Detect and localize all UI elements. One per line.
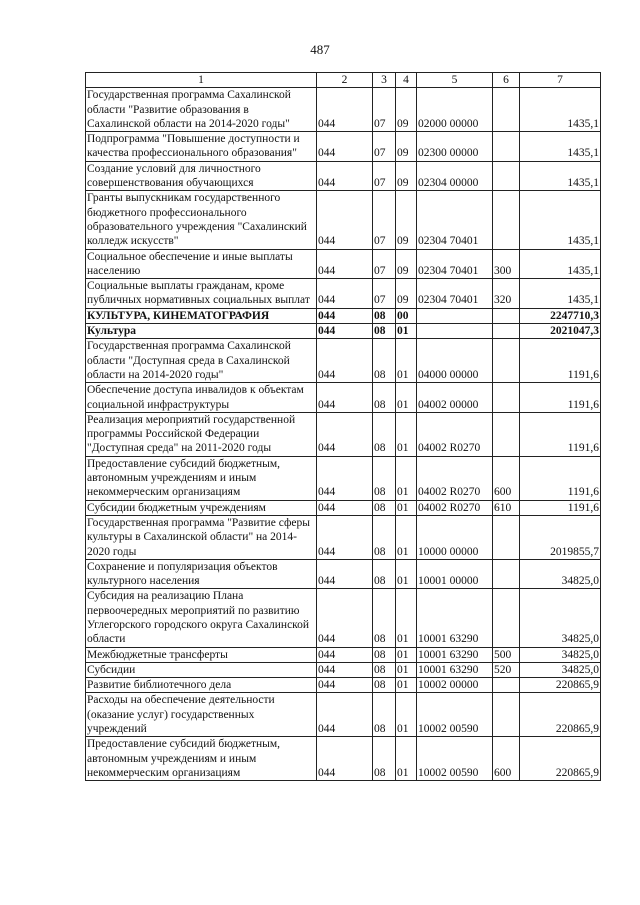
expense-type-cell xyxy=(493,339,520,383)
row-name-cell: Государственная программа Сахалинской области "Доступная среда в Сахалинской области на 2014-2020 годы" xyxy=(86,339,317,383)
subsection-cell: 01 xyxy=(396,515,417,559)
subsection-cell: 09 xyxy=(396,249,417,279)
subsection-cell: 00 xyxy=(396,308,417,323)
expense-type-cell xyxy=(493,515,520,559)
row-name-cell: Развитие библиотечного дела xyxy=(86,678,317,693)
target-item-cell: 10002 00590 xyxy=(417,693,493,737)
amount-cell: 220865,9 xyxy=(520,737,601,781)
amount-cell: 1191,6 xyxy=(520,383,601,413)
section-cell: 08 xyxy=(373,647,396,662)
amount-cell: 1435,1 xyxy=(520,132,601,162)
subsection-cell: 09 xyxy=(396,88,417,132)
column-header-3: 3 xyxy=(373,73,396,88)
department-code-cell: 044 xyxy=(317,693,373,737)
table-row xyxy=(86,339,601,383)
subsection-cell: 09 xyxy=(396,161,417,191)
section-cell: 07 xyxy=(373,88,396,132)
section-cell: 08 xyxy=(373,693,396,737)
section-cell: 07 xyxy=(373,249,396,279)
row-name-cell: Расходы на обеспечение деятельности (оказание услуг) государственных учреждений xyxy=(86,693,317,737)
header-row xyxy=(86,73,601,88)
row-name-cell: Обеспечение доступа инвалидов к объектам социальной инфраструктуры xyxy=(86,383,317,413)
target-item-cell: 04002 00000 xyxy=(417,383,493,413)
row-name-cell: Государственная программа Сахалинской области "Развитие образования в Сахалинской области на 2014-2020 годы" xyxy=(86,88,317,132)
section-cell: 08 xyxy=(373,678,396,693)
page-number: 487 xyxy=(310,42,330,57)
department-code-cell: 044 xyxy=(317,308,373,323)
section-cell: 08 xyxy=(373,500,396,515)
table-row xyxy=(86,456,601,500)
target-item-cell: 10001 00000 xyxy=(417,559,493,589)
table-row xyxy=(86,647,601,662)
expense-type-cell xyxy=(493,191,520,249)
target-item-cell: 02304 70401 xyxy=(417,249,493,279)
row-name-cell: КУЛЬТУРА, КИНЕМАТОГРАФИЯ xyxy=(86,308,317,323)
expense-type-cell: 300 xyxy=(493,249,520,279)
department-code-cell: 044 xyxy=(317,647,373,662)
amount-cell: 220865,9 xyxy=(520,693,601,737)
expense-type-cell xyxy=(493,678,520,693)
row-name-cell: Социальные выплаты гражданам, кроме публичных нормативных социальных выплат xyxy=(86,279,317,309)
expense-type-cell: 520 xyxy=(493,662,520,677)
department-code-cell: 044 xyxy=(317,515,373,559)
expense-type-cell: 500 xyxy=(493,647,520,662)
department-code-cell: 044 xyxy=(317,678,373,693)
column-header-7: 7 xyxy=(520,73,601,88)
expense-type-cell: 320 xyxy=(493,279,520,309)
subsection-cell: 09 xyxy=(396,279,417,309)
department-code-cell: 044 xyxy=(317,412,373,456)
amount-cell: 1191,6 xyxy=(520,412,601,456)
table-row xyxy=(86,678,601,693)
row-name-cell: Реализация мероприятий государственной программы Российской Федерации "Доступная среда" на 2011-2020 годы xyxy=(86,412,317,456)
table-row xyxy=(86,589,601,647)
department-code-cell: 044 xyxy=(317,737,373,781)
column-header-6: 6 xyxy=(493,73,520,88)
row-name-cell: Межбюджетные трансферты xyxy=(86,647,317,662)
table-row xyxy=(86,412,601,456)
target-item-cell xyxy=(417,324,493,339)
section-cell: 08 xyxy=(373,515,396,559)
section-cell: 08 xyxy=(373,324,396,339)
department-code-cell: 044 xyxy=(317,500,373,515)
subsection-cell: 01 xyxy=(396,456,417,500)
section-cell: 07 xyxy=(373,279,396,309)
amount-cell: 1191,6 xyxy=(520,339,601,383)
subsection-cell: 01 xyxy=(396,324,417,339)
table-row xyxy=(86,308,601,323)
target-item-cell: 10002 00590 xyxy=(417,737,493,781)
expense-type-cell xyxy=(493,132,520,162)
subsection-cell: 09 xyxy=(396,132,417,162)
department-code-cell: 044 xyxy=(317,324,373,339)
amount-cell: 1435,1 xyxy=(520,279,601,309)
target-item-cell: 02304 70401 xyxy=(417,279,493,309)
department-code-cell: 044 xyxy=(317,589,373,647)
row-name-cell: Субсидии xyxy=(86,662,317,677)
table-row xyxy=(86,161,601,191)
row-name-cell: Гранты выпускникам государственного бюджетного профессионального образовательного учреждения "Сахалинский колледж искусств" xyxy=(86,191,317,249)
table-row xyxy=(86,191,601,249)
row-name-cell: Создание условий для личностного совершенствования обучающихся xyxy=(86,161,317,191)
subsection-cell: 09 xyxy=(396,191,417,249)
target-item-cell: 02000 00000 xyxy=(417,88,493,132)
amount-cell: 2021047,3 xyxy=(520,324,601,339)
amount-cell: 1435,1 xyxy=(520,191,601,249)
subsection-cell: 01 xyxy=(396,500,417,515)
row-name-cell: Субсидия на реализацию Плана первоочередных мероприятий по развитию Углегорского городского округа Сахалинской области xyxy=(86,589,317,647)
expense-type-cell: 600 xyxy=(493,737,520,781)
subsection-cell: 01 xyxy=(396,737,417,781)
table-row xyxy=(86,693,601,737)
expense-type-cell xyxy=(493,383,520,413)
section-cell: 07 xyxy=(373,191,396,249)
target-item-cell xyxy=(417,308,493,323)
section-cell: 08 xyxy=(373,589,396,647)
amount-cell: 1435,1 xyxy=(520,249,601,279)
target-item-cell: 02300 00000 xyxy=(417,132,493,162)
expense-type-cell xyxy=(493,88,520,132)
target-item-cell: 10002 00000 xyxy=(417,678,493,693)
subsection-cell: 01 xyxy=(396,339,417,383)
table-row xyxy=(86,132,601,162)
section-cell: 08 xyxy=(373,737,396,781)
department-code-cell: 044 xyxy=(317,249,373,279)
expense-type-cell xyxy=(493,589,520,647)
column-header-1: 1 xyxy=(86,73,317,88)
subsection-cell: 01 xyxy=(396,589,417,647)
section-cell: 07 xyxy=(373,132,396,162)
subsection-cell: 01 xyxy=(396,412,417,456)
amount-cell: 1191,6 xyxy=(520,456,601,500)
expense-type-cell xyxy=(493,559,520,589)
row-name-cell: Сохранение и популяризация объектов культурного населения xyxy=(86,559,317,589)
target-item-cell: 10001 63290 xyxy=(417,589,493,647)
amount-cell: 2019855,7 xyxy=(520,515,601,559)
amount-cell: 1435,1 xyxy=(520,88,601,132)
target-item-cell: 04000 00000 xyxy=(417,339,493,383)
section-cell: 08 xyxy=(373,662,396,677)
budget-table xyxy=(85,72,601,781)
table-row xyxy=(86,662,601,677)
subsection-cell: 01 xyxy=(396,383,417,413)
section-cell: 08 xyxy=(373,339,396,383)
amount-cell: 220865,9 xyxy=(520,678,601,693)
department-code-cell: 044 xyxy=(317,161,373,191)
section-cell: 08 xyxy=(373,456,396,500)
department-code-cell: 044 xyxy=(317,456,373,500)
table-row xyxy=(86,515,601,559)
row-name-cell: Подпрограмма "Повышение доступности и качества профессионального образования" xyxy=(86,132,317,162)
department-code-cell: 044 xyxy=(317,339,373,383)
expense-type-cell xyxy=(493,324,520,339)
table-row xyxy=(86,249,601,279)
department-code-cell: 044 xyxy=(317,191,373,249)
target-item-cell: 04002 R0270 xyxy=(417,412,493,456)
column-header-2: 2 xyxy=(317,73,373,88)
target-item-cell: 10001 63290 xyxy=(417,647,493,662)
department-code-cell: 044 xyxy=(317,559,373,589)
table-row xyxy=(86,324,601,339)
amount-cell: 1435,1 xyxy=(520,161,601,191)
row-name-cell: Социальное обеспечение и иные выплаты населению xyxy=(86,249,317,279)
table-body xyxy=(86,88,601,781)
expense-type-cell xyxy=(493,161,520,191)
amount-cell: 34825,0 xyxy=(520,647,601,662)
amount-cell: 34825,0 xyxy=(520,589,601,647)
amount-cell: 1191,6 xyxy=(520,500,601,515)
amount-cell: 2247710,3 xyxy=(520,308,601,323)
row-name-cell: Субсидии бюджетным учреждениям xyxy=(86,500,317,515)
department-code-cell: 044 xyxy=(317,132,373,162)
table-row xyxy=(86,500,601,515)
table-row xyxy=(86,559,601,589)
amount-cell: 34825,0 xyxy=(520,559,601,589)
section-cell: 08 xyxy=(373,308,396,323)
department-code-cell: 044 xyxy=(317,383,373,413)
row-name-cell: Государственная программа "Развитие сферы культуры в Сахалинской области" на 2014-2020 годы xyxy=(86,515,317,559)
expense-type-cell: 600 xyxy=(493,456,520,500)
section-cell: 08 xyxy=(373,559,396,589)
target-item-cell: 04002 R0270 xyxy=(417,456,493,500)
subsection-cell: 01 xyxy=(396,647,417,662)
section-cell: 08 xyxy=(373,412,396,456)
target-item-cell: 10001 63290 xyxy=(417,662,493,677)
subsection-cell: 01 xyxy=(396,662,417,677)
subsection-cell: 01 xyxy=(396,693,417,737)
amount-cell: 34825,0 xyxy=(520,662,601,677)
target-item-cell: 02304 70401 xyxy=(417,191,493,249)
expense-type-cell xyxy=(493,412,520,456)
target-item-cell: 10000 00000 xyxy=(417,515,493,559)
row-name-cell: Предоставление субсидий бюджетным, автономным учреждениям и иным некоммерческим организациям xyxy=(86,456,317,500)
department-code-cell: 044 xyxy=(317,279,373,309)
table-row xyxy=(86,383,601,413)
subsection-cell: 01 xyxy=(396,678,417,693)
table-row xyxy=(86,737,601,781)
expense-type-cell xyxy=(493,693,520,737)
section-cell: 07 xyxy=(373,161,396,191)
department-code-cell: 044 xyxy=(317,662,373,677)
subsection-cell: 01 xyxy=(396,559,417,589)
target-item-cell: 04002 R0270 xyxy=(417,500,493,515)
department-code-cell: 044 xyxy=(317,88,373,132)
row-name-cell: Предоставление субсидий бюджетным, автономным учреждениям и иным некоммерческим организациям xyxy=(86,737,317,781)
expense-type-cell xyxy=(493,308,520,323)
table-row xyxy=(86,88,601,132)
section-cell: 08 xyxy=(373,383,396,413)
row-name-cell: Культура xyxy=(86,324,317,339)
table-row xyxy=(86,279,601,309)
column-header-5: 5 xyxy=(417,73,493,88)
column-header-4: 4 xyxy=(396,73,417,88)
expense-type-cell: 610 xyxy=(493,500,520,515)
target-item-cell: 02304 00000 xyxy=(417,161,493,191)
